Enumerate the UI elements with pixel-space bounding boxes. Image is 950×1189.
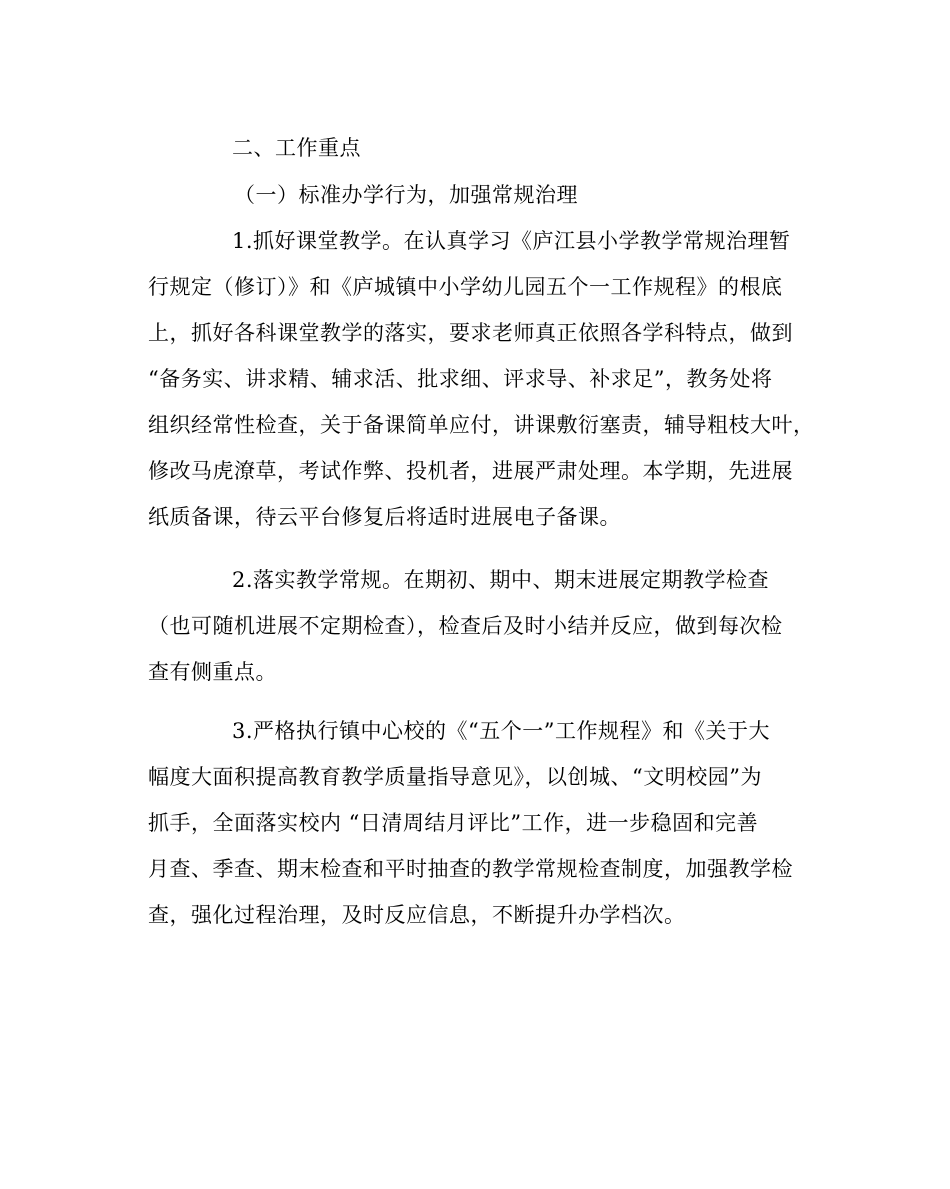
paragraph-line: 3.严格执行镇中心校的《“五个一”工作规程》和《关于大 (232, 719, 771, 743)
paragraph-line: 幅度大面积提高教育教学质量指导意见》，以创城、“文明校园”为 (148, 765, 762, 789)
paragraph-line: 查，强化过程治理，及时反应信息，不断提升办学档次。 (148, 903, 686, 927)
paragraph-line: 1.抓好课堂教学。在认真学习《庐江县小学教学常规治理暂 (232, 229, 791, 253)
paragraph-line: 2.落实教学常规。在期初、期中、期末进展定期教学检查 (232, 568, 770, 592)
paragraph-line: “备务实、讲求精、辅求活、批求细、评求导、补求足”，教务处将 (148, 367, 773, 391)
paragraph-line: 查有侧重点。 (148, 660, 277, 684)
paragraph-line: （也可随机进展不定期检查），检查后及时小结并反应，做到每次检 (148, 614, 783, 638)
paragraph-line: 抓手，全面落实校内 “日清周结月评比”工作，进一步稳固和完善 (148, 811, 759, 835)
paragraph-line: 修改马虎潦草，考试作弊、投机者，进展严肃处理。本学期，先进展 (148, 459, 793, 483)
section-heading: 二、工作重点 (232, 136, 361, 160)
subsection-heading: （一）标准办学行为，加强常规治理 (234, 183, 578, 207)
paragraph-line: 组织经常性检查，关于备课简单应付，讲课敷衍塞责，辅导粗枝大叶， (148, 413, 815, 437)
paragraph-line: 纸质备课，待云平台修复后将适时进展电子备课。 (148, 505, 621, 529)
paragraph-line: 上，抓好各科课堂教学的落实，要求老师真正依照各学科特点，做到 (148, 321, 793, 345)
paragraph-line: 行规定（修订）》和《庐城镇中小学幼儿园五个一工作规程》的根底 (148, 275, 783, 299)
paragraph-line: 月查、季查、期末检查和平时抽查的教学常规检查制度，加强教学检 (148, 857, 793, 881)
